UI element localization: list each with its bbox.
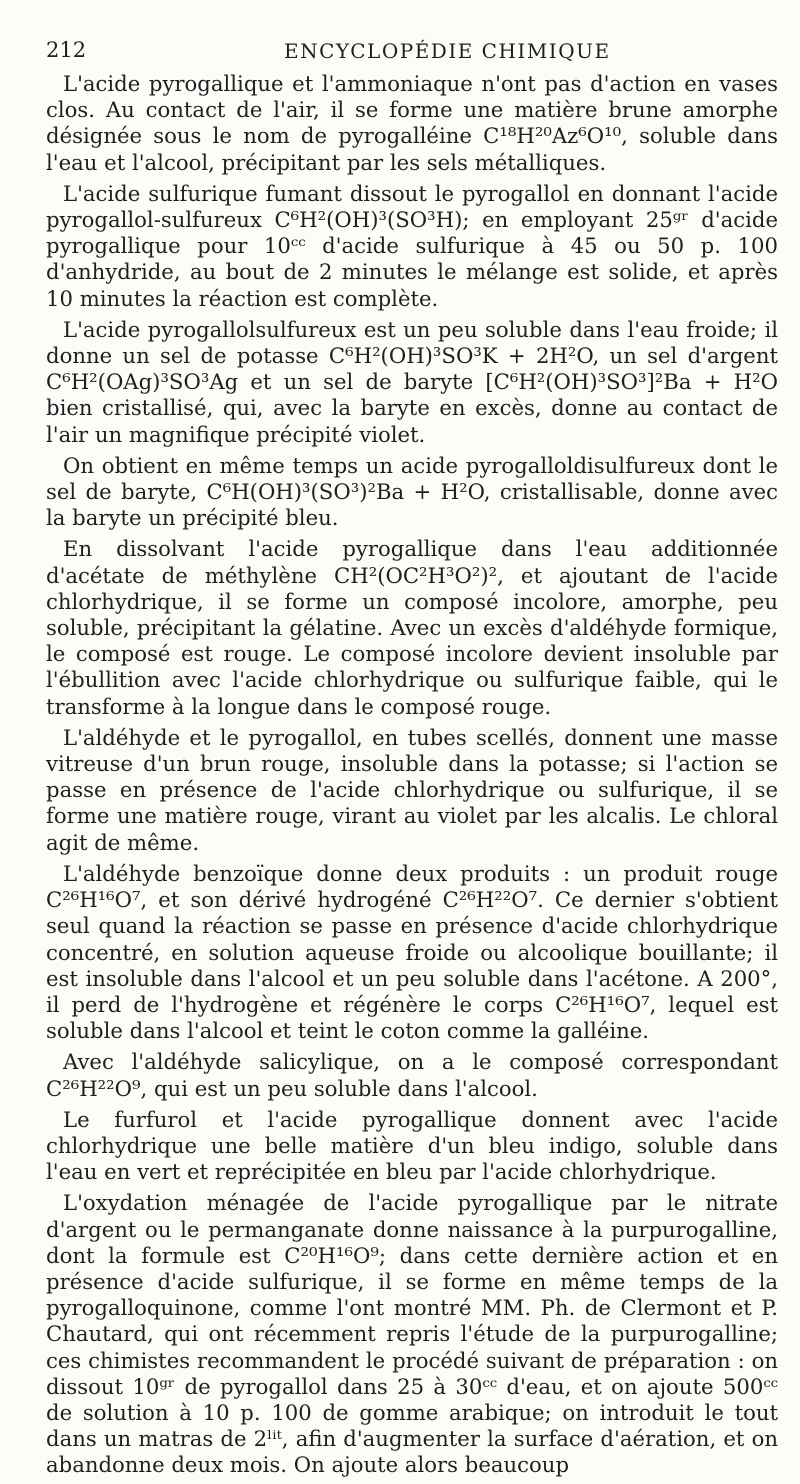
paragraph-aldehyde-salicylique: Avec l'aldéhyde salicylique, on a le composé correspondant C²⁶H²²O⁹, qui est un peu soluble dans l'alcool.: [46, 1049, 778, 1101]
paragraph-aldehyde: L'aldéhyde et le pyrogallol, en tubes scellés, donnent une masse vitreuse d'un brun rouge, insoluble dans la potasse; si l'action se passe en présence de l'acide chlorhydrique ou sulfurique, il se forme une matière rouge, virant au violet par les alcalis. Le chloral agit de même.: [46, 724, 778, 855]
paragraph-disulfureux: On obtient en même temps un acide pyrogalloldisulfureux dont le sel de baryte, C⁶H(OH)³(SO³)²Ba + H²O, cristallisable, donne avec la baryte un précipité bleu.: [46, 452, 778, 531]
page-body: [46, 71, 778, 1484]
page-number: 212: [46, 38, 87, 62]
page-header: [46, 38, 760, 68]
paragraph-acide-sulfurique: L'acide sulfurique fumant dissout le pyrogallol en donnant l'acide pyrogallol-sulfureux C⁶H²(OH)³(SO³H); en employant 25ᵍʳ d'acide pyrogallique pour 10ᶜᶜ d'acide sulfurique à 45 ou 50 p. 100 d'anhydride, au bout de 2 minutes le mélange est solide, et après 10 minutes la réaction est complète.: [46, 180, 778, 311]
paragraph-pyrogallolsulfureux: L'acide pyrogallolsulfureux est un peu soluble dans l'eau froide; il donne un sel de potasse C⁶H²(OH)³SO³K + 2H²O, un sel d'argent C⁶H²(OAg)³SO³Ag et un sel de baryte [C⁶H²(OH)³SO³]²Ba + H²O bien cristallisé, qui, avec la baryte en excès, donne au contact de l'air un magnifique précipité violet.: [46, 316, 778, 447]
paragraph-pyrogalleine: L'acide pyrogallique et l'ammoniaque n'ont pas d'action en vases clos. Au contact de l'air, il se forme une matière brune amorphe désignée sous le nom de pyrogalléine C¹⁸H²⁰Az⁶O¹⁰, soluble dans l'eau et l'alcool, précipitant par les sels métalliques.: [46, 71, 778, 175]
paragraph-aldehyde-benzoique: L'aldéhyde benzoïque donne deux produits : un produit rouge C²⁶H¹⁶O⁷, et son dérivé hydrogéné C²⁶H²²O⁷. Ce dernier s'obtient seul quand la réaction se passe en présence d'acide chlorhydrique concentré, en solution aqueuse froide ou alcoolique bouillante; il est insoluble dans l'alcool et un peu soluble dans l'acétone. A 200°, il perd de l'hydrogène et régénère le corps C²⁶H¹⁶O⁷, lequel est soluble dans l'alcool et teint le coton comme la galléine.: [46, 860, 778, 1044]
paragraph-furfurol: Le furfurol et l'acide pyrogallique donnent avec l'acide chlorhydrique une belle matière d'un bleu indigo, soluble dans l'eau en vert et reprécipitée en bleu par l'acide chlorhydrique.: [46, 1106, 778, 1185]
paragraph-acetate-methylene: En dissolvant l'acide pyrogallique dans l'eau additionnée d'acétate de méthylène CH²(OC²H³O²)², et ajoutant de l'acide chlorhydrique, il se forme un composé incolore, amorphe, peu soluble, précipitant la gélatine. Avec un excès d'aldéhyde formique, le composé est rouge. Le composé incolore devient insoluble par l'ébullition avec l'acide chlorhydrique ou sulfurique faible, qui le transforme à la longue dans le composé rouge.: [46, 536, 778, 719]
paragraph-purpurogalline: L'oxydation ménagée de l'acide pyrogallique par le nitrate d'argent ou le permanganate donne naissance à la purpurogalline, dont la formule est C²⁰H¹⁶O⁹; dans cette dernière action et en présence d'acide sulfurique, il se forme en même temps de la pyrogalloquinone, comme l'ont montré MM. Ph. de Clermont et P. Chautard, qui ont récemment repris l'étude de la purpurogalline; ces chimistes recommandent le procédé suivant de préparation : on dissout 10ᵍʳ de pyrogallol dans 25 à 30ᶜᶜ d'eau, et on ajoute 500ᶜᶜ de solution à 10 p. 100 de gomme arabique; on introduit le tout dans un matras de 2ˡⁱᵗ, afin d'augmenter la surface d'aération, et on abandonne deux mois. On ajoute alors beaucoup: [46, 1190, 778, 1478]
running-title: ENCYCLOPÉDIE CHIMIQUE: [284, 39, 611, 63]
